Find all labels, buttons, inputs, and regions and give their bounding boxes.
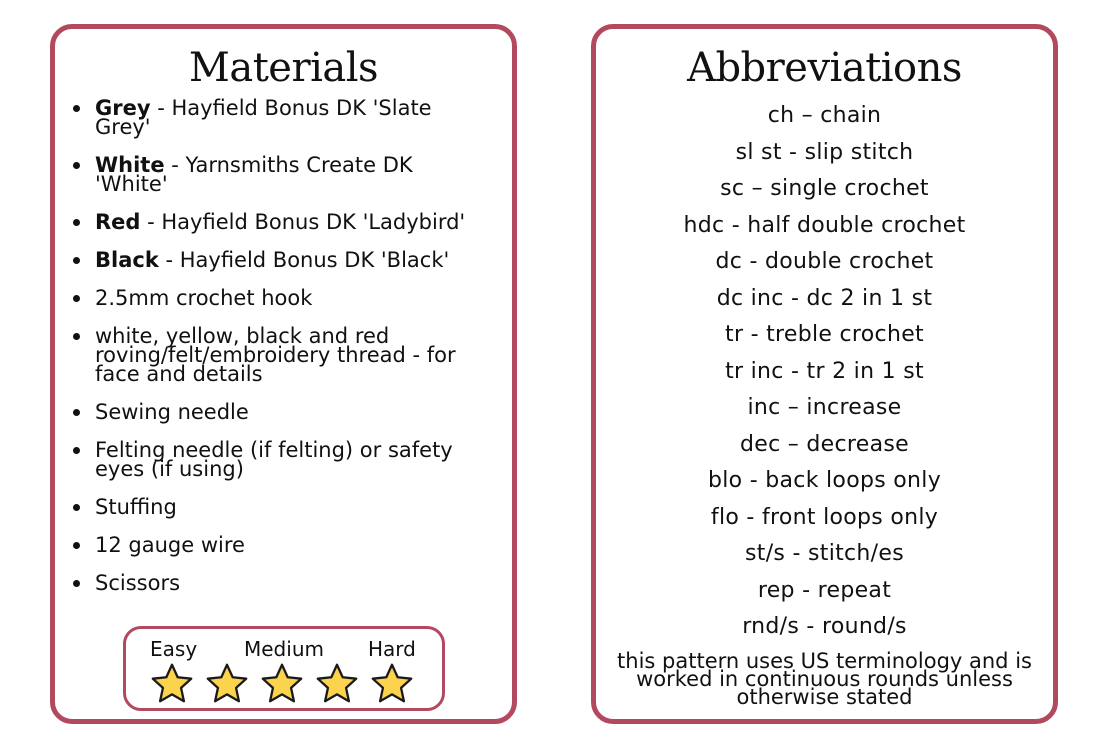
abbreviation-item: hdc - half double crochet bbox=[683, 212, 966, 238]
bullet-icon bbox=[73, 409, 80, 416]
materials-list bbox=[71, 96, 491, 612]
bullet-icon bbox=[73, 162, 80, 169]
item-text: - Hayfield Bonus DK 'Ladybird' bbox=[140, 210, 466, 234]
star-icon bbox=[260, 662, 304, 706]
yarn-color: White bbox=[95, 153, 165, 177]
abbreviation-item: tr - treble crochet bbox=[725, 322, 924, 347]
abbreviation-item: dc inc - dc 2 in 1 st bbox=[716, 285, 933, 311]
star-icon bbox=[315, 662, 359, 706]
abbreviation-item: rep - repeat bbox=[757, 577, 892, 603]
difficulty-label-medium: Medium bbox=[244, 637, 324, 661]
list-item bbox=[71, 96, 491, 139]
star-icon bbox=[205, 662, 249, 706]
star-icon bbox=[150, 662, 194, 706]
bullet-icon bbox=[73, 333, 80, 340]
item-text: - Hayfield Bonus DK 'Black' bbox=[158, 248, 450, 272]
abbreviation-item: tr inc - tr 2 in 1 st bbox=[725, 358, 924, 384]
bullet-icon bbox=[73, 447, 80, 454]
item-text: Sewing needle bbox=[95, 400, 249, 424]
list-item bbox=[71, 248, 491, 272]
abbreviation-item: rnd/s - round/s bbox=[742, 614, 907, 639]
bullet-icon bbox=[73, 105, 80, 112]
item-text: - Yarnsmiths Create DK 'White' bbox=[95, 153, 413, 196]
abbreviation-item: sc – single crochet bbox=[720, 176, 929, 201]
item-text: white, yellow, black and red roving/felt/embroidery thread - for face and details bbox=[95, 324, 456, 386]
abbreviations-card bbox=[591, 24, 1058, 724]
bullet-icon bbox=[73, 219, 80, 226]
list-item bbox=[71, 286, 491, 310]
item-text: - Hayfield Bonus DK 'Slate Grey' bbox=[95, 96, 432, 139]
list-item bbox=[71, 324, 491, 386]
list-item bbox=[71, 153, 491, 196]
yarn-color: Black bbox=[95, 248, 159, 272]
bullet-icon bbox=[73, 542, 80, 549]
abbreviation-item: sl st - slip stitch bbox=[735, 139, 914, 165]
abbreviation-item: flo - front loops only bbox=[710, 504, 939, 530]
list-item bbox=[71, 571, 491, 595]
list-item bbox=[71, 438, 491, 481]
list-item bbox=[71, 210, 491, 234]
item-text: 2.5mm crochet hook bbox=[95, 286, 313, 310]
materials-title: Materials bbox=[188, 45, 379, 91]
bullet-icon bbox=[73, 504, 80, 511]
yarn-color: Grey bbox=[95, 96, 151, 120]
bullet-icon bbox=[73, 580, 80, 587]
abbreviations-list bbox=[596, 101, 1053, 649]
star-icon bbox=[370, 662, 414, 706]
abbreviation-item: ch – chain bbox=[767, 103, 882, 128]
bullet-icon bbox=[73, 295, 80, 302]
item-text: 12 gauge wire bbox=[95, 533, 245, 557]
list-item bbox=[71, 533, 491, 557]
terminology-note: this pattern uses US terminology and is worked in continuous rounds unless otherwise stated bbox=[617, 649, 1032, 709]
abbreviation-item: blo - back loops only bbox=[707, 468, 942, 493]
abbreviation-item: dec – decrease bbox=[740, 431, 909, 457]
item-text: Scissors bbox=[95, 571, 181, 595]
materials-card bbox=[50, 24, 517, 724]
difficulty-label-hard: Hard bbox=[368, 637, 416, 661]
difficulty-labels bbox=[126, 637, 442, 661]
item-text: Felting needle (if felting) or safety eyes (if using) bbox=[95, 438, 453, 481]
list-item bbox=[71, 495, 491, 519]
abbreviation-item: st/s - stitch/es bbox=[745, 541, 904, 566]
abbreviation-item: inc – increase bbox=[747, 395, 902, 420]
difficulty-rating bbox=[123, 626, 445, 711]
difficulty-label-easy: Easy bbox=[150, 637, 198, 661]
yarn-color: Red bbox=[95, 210, 141, 234]
abbreviation-item: dc - double crochet bbox=[715, 249, 934, 274]
item-text: Stuffing bbox=[95, 495, 177, 519]
list-item bbox=[71, 400, 491, 424]
abbreviations-title: Abbreviations bbox=[687, 45, 962, 91]
bullet-icon bbox=[73, 257, 80, 264]
